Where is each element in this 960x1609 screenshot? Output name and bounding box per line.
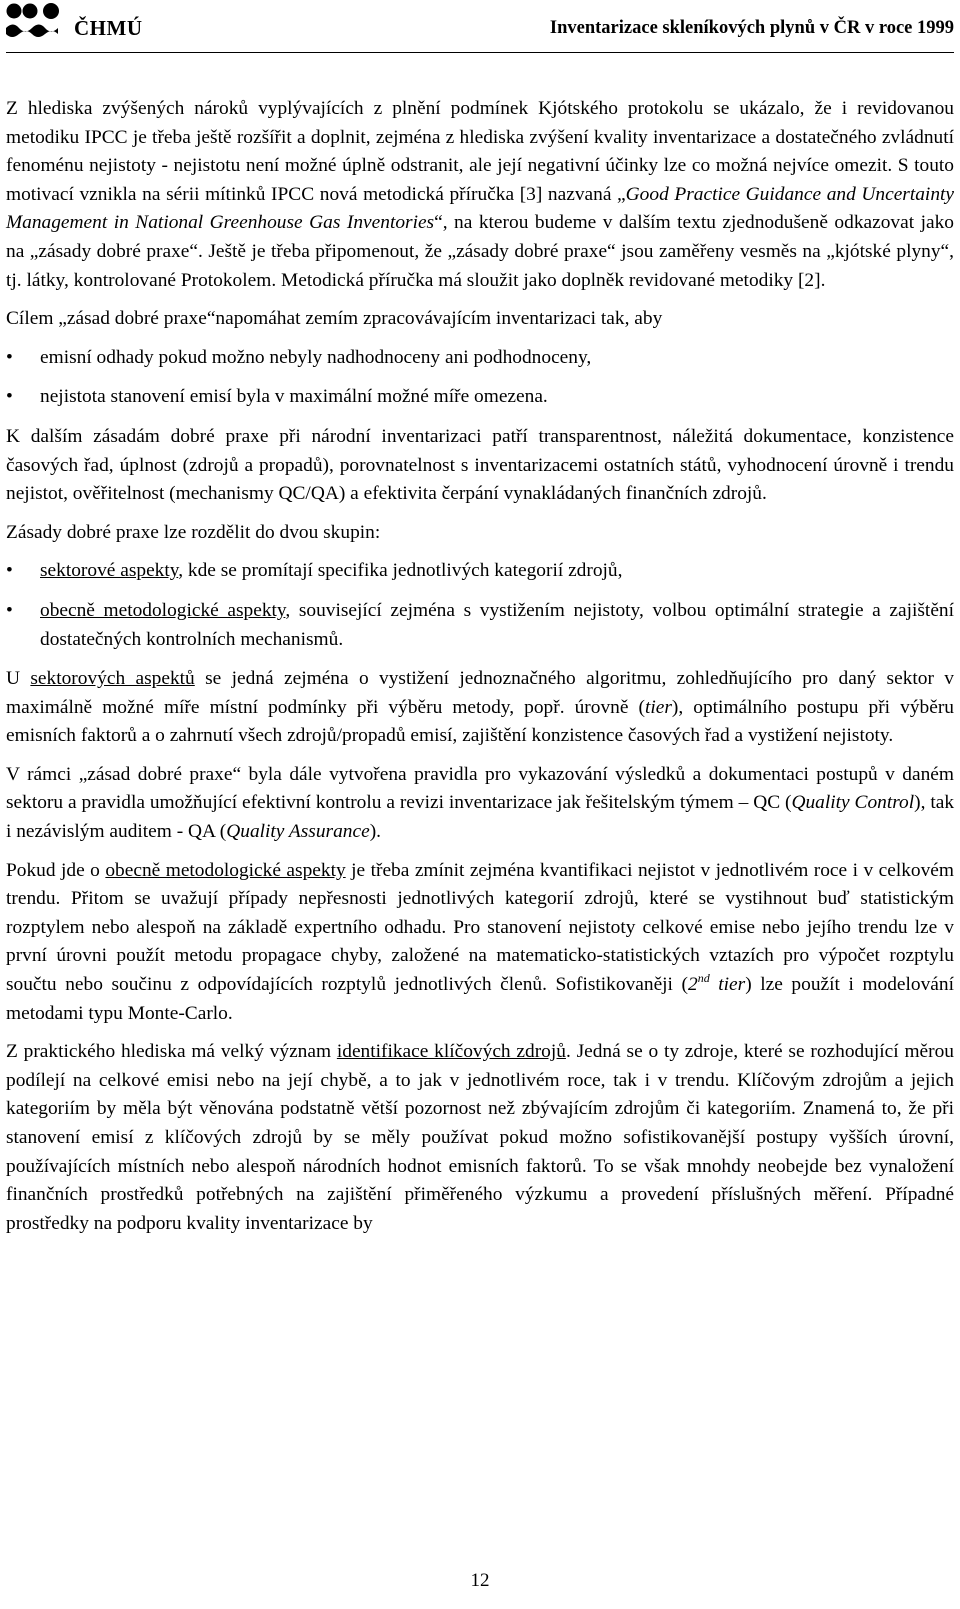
paragraph-groups: Zásady dobré praxe lze rozdělit do dvou skupin: <box>6 521 381 543</box>
text: ), tak i nezávislým auditem - QA ( <box>6 792 955 843</box>
paragraph-key-sources <box>6 1038 954 1238</box>
bullet-dot-icon: • <box>6 386 13 408</box>
list-item-text: emisní odhady pokud možno nebyly nadhodnoceny ani podhodnoceny, <box>40 346 592 368</box>
paragraph-goal: Cílem „zásad dobré praxe“napomáhat zemím zpracovávajícím inventarizaci tak, aby <box>6 308 663 330</box>
list-item-term: obecně metodologické aspekty <box>40 599 286 621</box>
text: ), optimálního postupu při výběru emisních faktorů a o zahrnutí všech zdrojů/propadů emisí, zajištění konzistence časových řad a vystižení nejistoty. <box>6 696 954 747</box>
text: se jedná zejména o vystižení jednoznačného algoritmu, zohledňujícího pro daný sektor v maximálně možné míře místní podmínky při výběru metody, popř. úrovně ( <box>6 668 955 718</box>
list-item-text: , související zejména s vystižením nejistoty, volbou optimální strategie a zajištění dostatečných kontrolních mechanismů. <box>40 599 955 650</box>
underlined-term: sektorových aspektů <box>30 668 195 690</box>
text: ) lze použít i modelování metodami typu Monte-Carlo. <box>6 974 954 1024</box>
bullet-dot-icon: • <box>6 599 13 621</box>
intro-text: Z hlediska zvýšených nároků vyplývajících z plnění podmínek Kjótského protokolu se ukázalo, že i revidovanou metodiku IPCC je třeba ještě rozšířit a doplnit, zejména z hlediska zvýšení kvality inventarizace a dostatečného zvládnutí fenoménu nejistoty - nejistotu není možné úplně odstranit, ale její negativní účinky lze co možná nejvíce omezit. S touto motivací vznikla na sérii mítinků IPCC nová metodická příručka [3] nazvaná „ <box>6 98 954 205</box>
paragraph-uncertainty <box>6 857 954 1029</box>
list-item <box>6 557 954 586</box>
list-item <box>6 344 954 373</box>
list-item-text: nejistota stanovení emisí byla v maximální možné míře omezena. <box>40 386 548 408</box>
document-body <box>6 95 954 1248</box>
underlined-term: obecně metodologické aspekty <box>105 859 346 881</box>
organization-name: ČHMÚ <box>74 16 143 40</box>
text: Z praktického hlediska má velký význam <box>6 1041 337 1063</box>
list-item <box>6 383 954 412</box>
text: V rámci „zásad dobré praxe“ byla dále vytvořena pravidla pro vykazování výsledků a dokumentaci postupů v daném sektoru a pravidla umožňující efektivní kontrolu a revizi inventarizace jak řešitelským týmem – QC ( <box>6 763 954 814</box>
intro-text-cont: “, na kterou budeme v dalším textu zjednodušeně odkazovat jako na „zásady dobré praxe“. Ještě je třeba připomenout, že „zásady dobré praxe“ jsou zaměřeny vesměs na „kjótské plyny“, tj. látky, kontrolované Protokolem. Metodická příručka má sloužit jako doplněk revidované metodiky [2]. <box>6 212 954 291</box>
text: ). <box>369 821 382 843</box>
page-number: 12 <box>470 1570 490 1591</box>
italic-term: Quality Control <box>791 792 915 814</box>
text: . Jedná se o ty zdroje, které se rozhodující měrou podílejí na celkové emisi nebo na její chybě, a to jak v jednotlivém roce, tak i v trendu. Klíčovým zdrojům a jejich kategoriím by měla být věnována podstatně větší pozornost než zbývajícím zdrojům či kategoriím. Znamená to, že při stanovení emisí z klíčových zdrojů by se měly používat pokud možno sofistikovanější postupy vyšších úrovní, používajících místních nebo alespoň národních hodnot emisních faktorů. To se však mnohdy neobejde bez vynaložení finančních prostředků potřebných na zajištění přiměřeného výzkumu a provedení příslušných měření. Případné prostředky na podporu kvality inventarizace by <box>6 1041 954 1234</box>
underlined-term: identifikace klíčových zdrojů <box>336 1041 566 1063</box>
guidance-title: Good Practice Guidance and Uncertainty Management in National Greenhouse Gas Inventories <box>6 183 955 234</box>
page-header <box>6 0 954 56</box>
list-item <box>6 597 954 654</box>
italic-term: 2 <box>687 974 698 996</box>
bullet-dot-icon: • <box>6 346 13 368</box>
italic-term: tier <box>709 974 746 996</box>
italic-term: tier <box>644 696 672 718</box>
bullet-dot-icon: • <box>6 560 13 582</box>
paragraph-sector-aspects <box>6 665 954 751</box>
paragraph-intro <box>6 95 954 295</box>
list-item-term: sektorové aspekty <box>40 560 179 582</box>
text: Pokud jde o <box>6 859 106 881</box>
paragraph-qc-qa <box>6 761 954 847</box>
text: U <box>6 668 31 690</box>
italic-term: Quality Assurance <box>226 821 370 843</box>
header-rule <box>6 52 954 53</box>
list-item-text: , kde se promítají specifika jednotlivých kategorií zdrojů, <box>178 560 623 582</box>
chmu-logo <box>6 2 64 40</box>
superscript: nd <box>697 970 710 985</box>
document-title: Inventarizace skleníkových plynů v ČR v roce 1999 <box>549 18 954 38</box>
paragraph-principles: K dalším zásadám dobré praxe při národní inventarizaci patří transparentnost, náležitá dokumentace, konzistence časových řad, úplnost (zdrojů a propadů), porovnatelnost s inventarizacemi ostatních států, vyhodnocení úrovně i trendu nejistot, ověřitelnost (mechanismy QC/QA) a efektivita čerpání vynakládaných finančních zdrojů. <box>6 425 954 505</box>
text: je třeba zmínit zejména kvantifikaci nejistot v jednotlivém roce i v celkovém trendu. Přitom se uvažují případy nepřesnosti jednotlivých kategorií zdrojů, které se vystihnout buď statistickým rozptylem nebo alespoň na základě expertního odhadu. Pro stanovení nejistoty celkové emise nebo jejího trendu lze v první úrovni použít metodu propagace chyby, založené na matematicko-statistických vztazích pro výpočet rozptylu součtu nebo součinu z odpovídajících rozptylů jednotlivých členů. Sofistikovaněji ( <box>6 859 954 996</box>
